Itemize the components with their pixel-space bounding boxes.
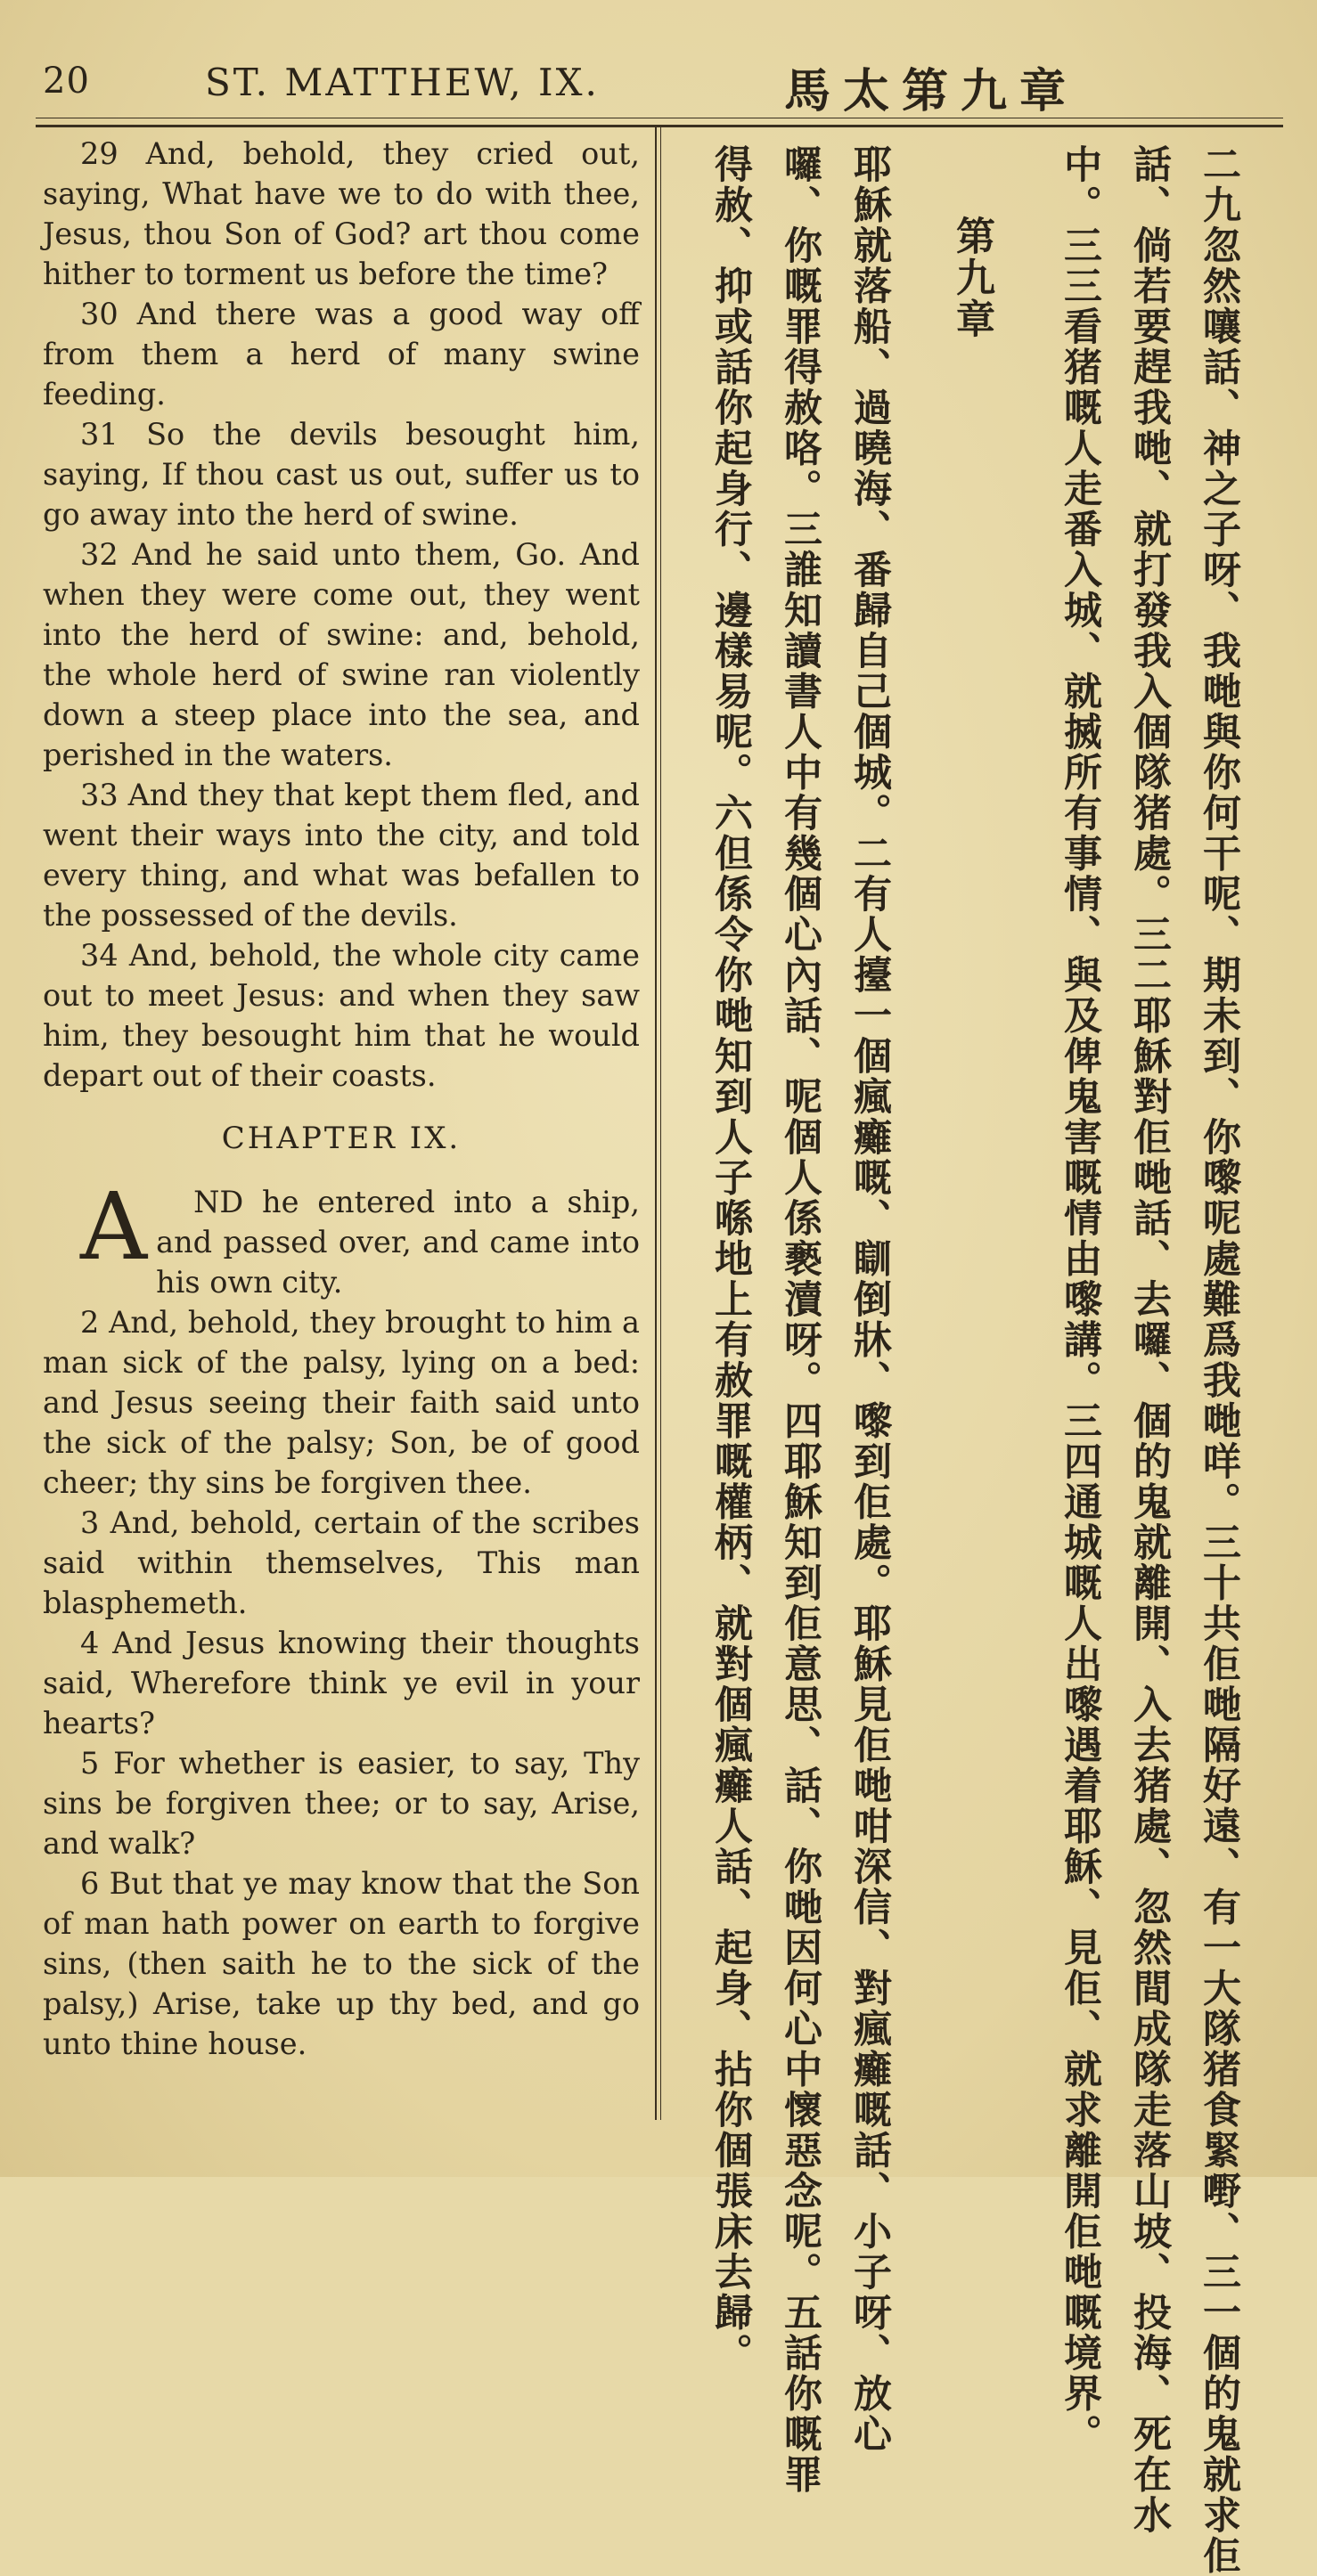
verse-8-31: 31 So the devils besought him, saying, If thou cast us out, suffer us to go away into the herd of swine. bbox=[43, 417, 640, 532]
verse-8-32: 32 And he said unto them, Go. And when they were come out, they went into the herd of swine: and, behold, the whole herd of swine ran violently down a steep place into the sea, and perished in the waters. bbox=[43, 537, 640, 772]
chinese-column bbox=[677, 144, 1247, 2576]
column-divider bbox=[655, 125, 657, 2120]
verse-9-6: 6 But that ye may know that the Son of man hath power on earth to forgive sins, (then saith he to the sick of the palsy,) Arise, take up thy bed, and go unto thine house. bbox=[43, 1866, 640, 2061]
verse-9-2: 2 And, behold, they brought to him a man sick of the palsy, lying on a bed: and Jesus seeing their faith said unto the sick of the palsy; Son, be of good cheer; thy sins be forgiven thee. bbox=[43, 1305, 640, 1500]
drop-cap: A bbox=[80, 1172, 148, 1281]
chinese-line-5: 囉、你嘅罪得赦咯。三誰知讀書人中有幾個心內話、呢個人係褻瀆呀。四耶穌知到佢意思、話、你哋因何心中懷惡念呢。五話你嘅罪 bbox=[778, 144, 822, 2495]
chinese-line-6: 得赦、抑或話你起身行、邊樣易呢。六但係令你哋知到人子喺地上有赦罪嘅權柄、就對個瘋癱人話、起身、拈你個張床去歸。 bbox=[708, 144, 753, 2374]
running-header bbox=[36, 53, 1301, 125]
verse-8-33: 33 And they that kept them fled, and went their ways into the city, and told every thing, and what was befallen to the possessed of the devils. bbox=[43, 778, 640, 933]
chapter-heading: CHAPTER IX. bbox=[221, 1121, 462, 1156]
chinese-line-1: 二九忽然嚷話、神之子呀、我哋與你何干呢、期未到、你嚟呢處難爲我哋咩。三十共佢哋隔好遠、有一大隊猪食緊嘢、三一個的鬼就求佢 bbox=[1197, 144, 1241, 2576]
chinese-line-4: 耶穌就落船、過曉海、番歸自己個城。二有人擡一個瘋癱嘅、瞓倒牀、嚟到佢處。耶穌見佢哋咁深信、對瘋癱嘅話、小子呀、放心 bbox=[847, 144, 892, 2455]
verse-8-34: 34 And, behold, the whole city came out to meet Jesus: and when they saw him, they besought him that he would depart out of their coasts. bbox=[43, 938, 640, 1093]
verse-8-30: 30 And there was a good way off from them a herd of many swine feeding. bbox=[43, 297, 640, 412]
english-column bbox=[43, 134, 640, 2064]
verse-8-29: 29 And, behold, they cried out, saying, What have we to do with thee, Jesus, thou Son of God? art thou come hither to torment us before the time? bbox=[43, 136, 640, 291]
page-number: 20 bbox=[43, 61, 90, 102]
running-title-chinese: 馬太第九章 bbox=[783, 65, 1078, 118]
verse-9-5: 5 For whether is easier, to say, Thy sins be forgiven thee; or to say, Arise, and walk? bbox=[43, 1746, 640, 1861]
column-divider-thin bbox=[660, 125, 661, 2120]
chinese-line-2: 話、倘若要趕我哋、就打發我入個隊猪處。三二耶穌對佢哋話、去囉、個的鬼就離開、入去猪處、忽然間成隊走落山坡、投海、死在水 bbox=[1127, 144, 1172, 2536]
verse-9-4: 4 And Jesus knowing their thoughts said, Wherefore think ye evil in your hearts? bbox=[43, 1626, 640, 1740]
running-title: ST. MATTHEW, IX. bbox=[205, 61, 600, 104]
verse-9-1 bbox=[43, 1172, 640, 1302]
verse-9-1-text: ND he entered into a ship, and passed over, and came into his own city. bbox=[156, 1185, 640, 1300]
header-rule bbox=[36, 125, 1283, 127]
chinese-line-3: 中。三三看猪嘅人走番入城、就搣所有事情、與及俾鬼害嘅情由嚟講。三四通城嘅人出嚟遇着耶穌、見佢、就求離開佢哋嘅境界。 bbox=[1058, 144, 1102, 2455]
verse-9-3: 3 And, behold, certain of the scribes said within themselves, This man blasphemeth. bbox=[43, 1505, 640, 1620]
chinese-chapter-heading: 第九章 bbox=[949, 216, 994, 340]
